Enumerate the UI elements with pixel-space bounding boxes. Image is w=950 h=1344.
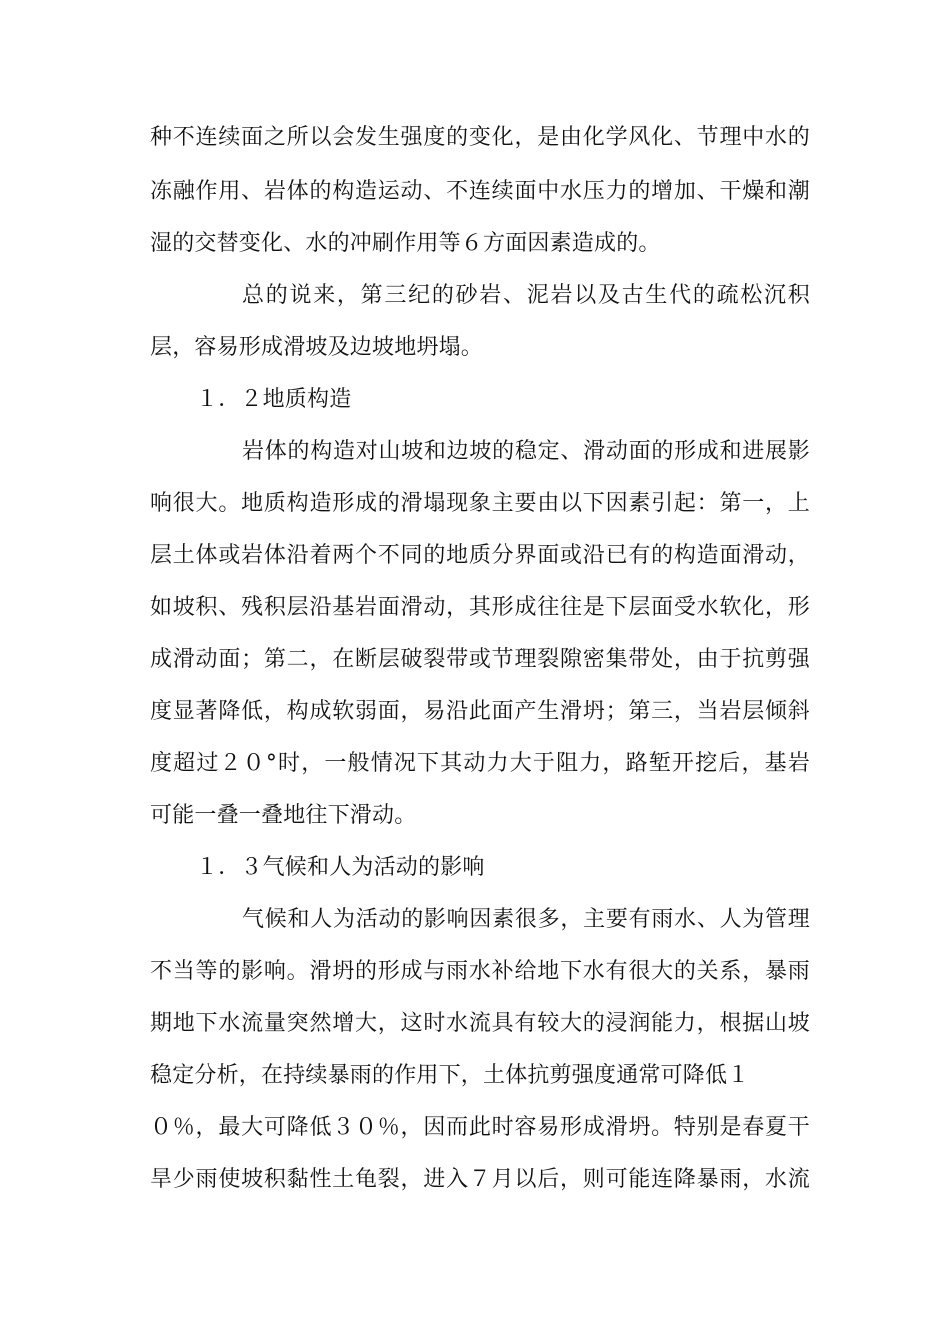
paragraph-line: ０％，最大可降低３０％，因而此时容易形成滑坍。特别是春夏干 bbox=[150, 1115, 810, 1140]
paragraph-line: 旱少雨使坡积黏性土龟裂，进入７月以后，则可能连降暴雨，水流 bbox=[150, 1167, 810, 1192]
section-heading: １．２地质构造 bbox=[196, 387, 352, 412]
paragraph-line: 湿的交替变化、水的冲刷作用等６方面因素造成的。 bbox=[150, 231, 661, 256]
paragraph-line: 种不连续面之所以会发生强度的变化，是由化学风化、节理中水的 bbox=[150, 125, 810, 150]
paragraph-line: 响很大。地质构造形成的滑塌现象主要由以下因素引起：第一，上 bbox=[150, 491, 810, 516]
paragraph-line: 层，容易形成滑坡及边坡地坍塌。 bbox=[150, 335, 484, 360]
paragraph-line: 层土体或岩体沿着两个不同的地质分界面或沿已有的构造面滑动， bbox=[150, 543, 810, 568]
paragraph-line: 不当等的影响。滑坍的形成与雨水补给地下水有很大的关系，暴雨 bbox=[150, 959, 810, 984]
paragraph-line: 度超过２０°时，一般情况下其动力大于阻力，路堑开挖后，基岩 bbox=[150, 751, 810, 776]
paragraph-line: 度显著降低，构成软弱面，易沿此面产生滑坍；第三，当岩层倾斜 bbox=[150, 699, 810, 724]
paragraph-line: 期地下水流量突然增大，这时水流具有较大的浸润能力，根据山坡 bbox=[150, 1011, 810, 1036]
paragraph-line: 冻融作用、岩体的构造运动、不连续面中水压力的增加、干燥和潮 bbox=[150, 179, 810, 204]
section-heading: １．３气候和人为活动的影响 bbox=[196, 855, 485, 880]
paragraph-line: 成滑动面；第二，在断层破裂带或节理裂隙密集带处，由于抗剪强 bbox=[150, 647, 810, 672]
paragraph-line: 气候和人为活动的影响因素很多，主要有雨水、人为管理 bbox=[242, 907, 810, 932]
paragraph-line: 总的说来，第三纪的砂岩、泥岩以及古生代的疏松沉积 bbox=[242, 283, 810, 308]
paragraph-line: 稳定分析，在持续暴雨的作用下，土体抗剪强度通常可降低１ bbox=[150, 1063, 750, 1088]
paragraph-line: 如坡积、残积层沿基岩面滑动，其形成往往是下层面受水软化，形 bbox=[150, 595, 810, 620]
paragraph-line: 岩体的构造对山坡和边坡的稳定、滑动面的形成和进展影 bbox=[242, 439, 810, 464]
paragraph-line: 可能一叠一叠地往下滑动。 bbox=[150, 803, 417, 828]
